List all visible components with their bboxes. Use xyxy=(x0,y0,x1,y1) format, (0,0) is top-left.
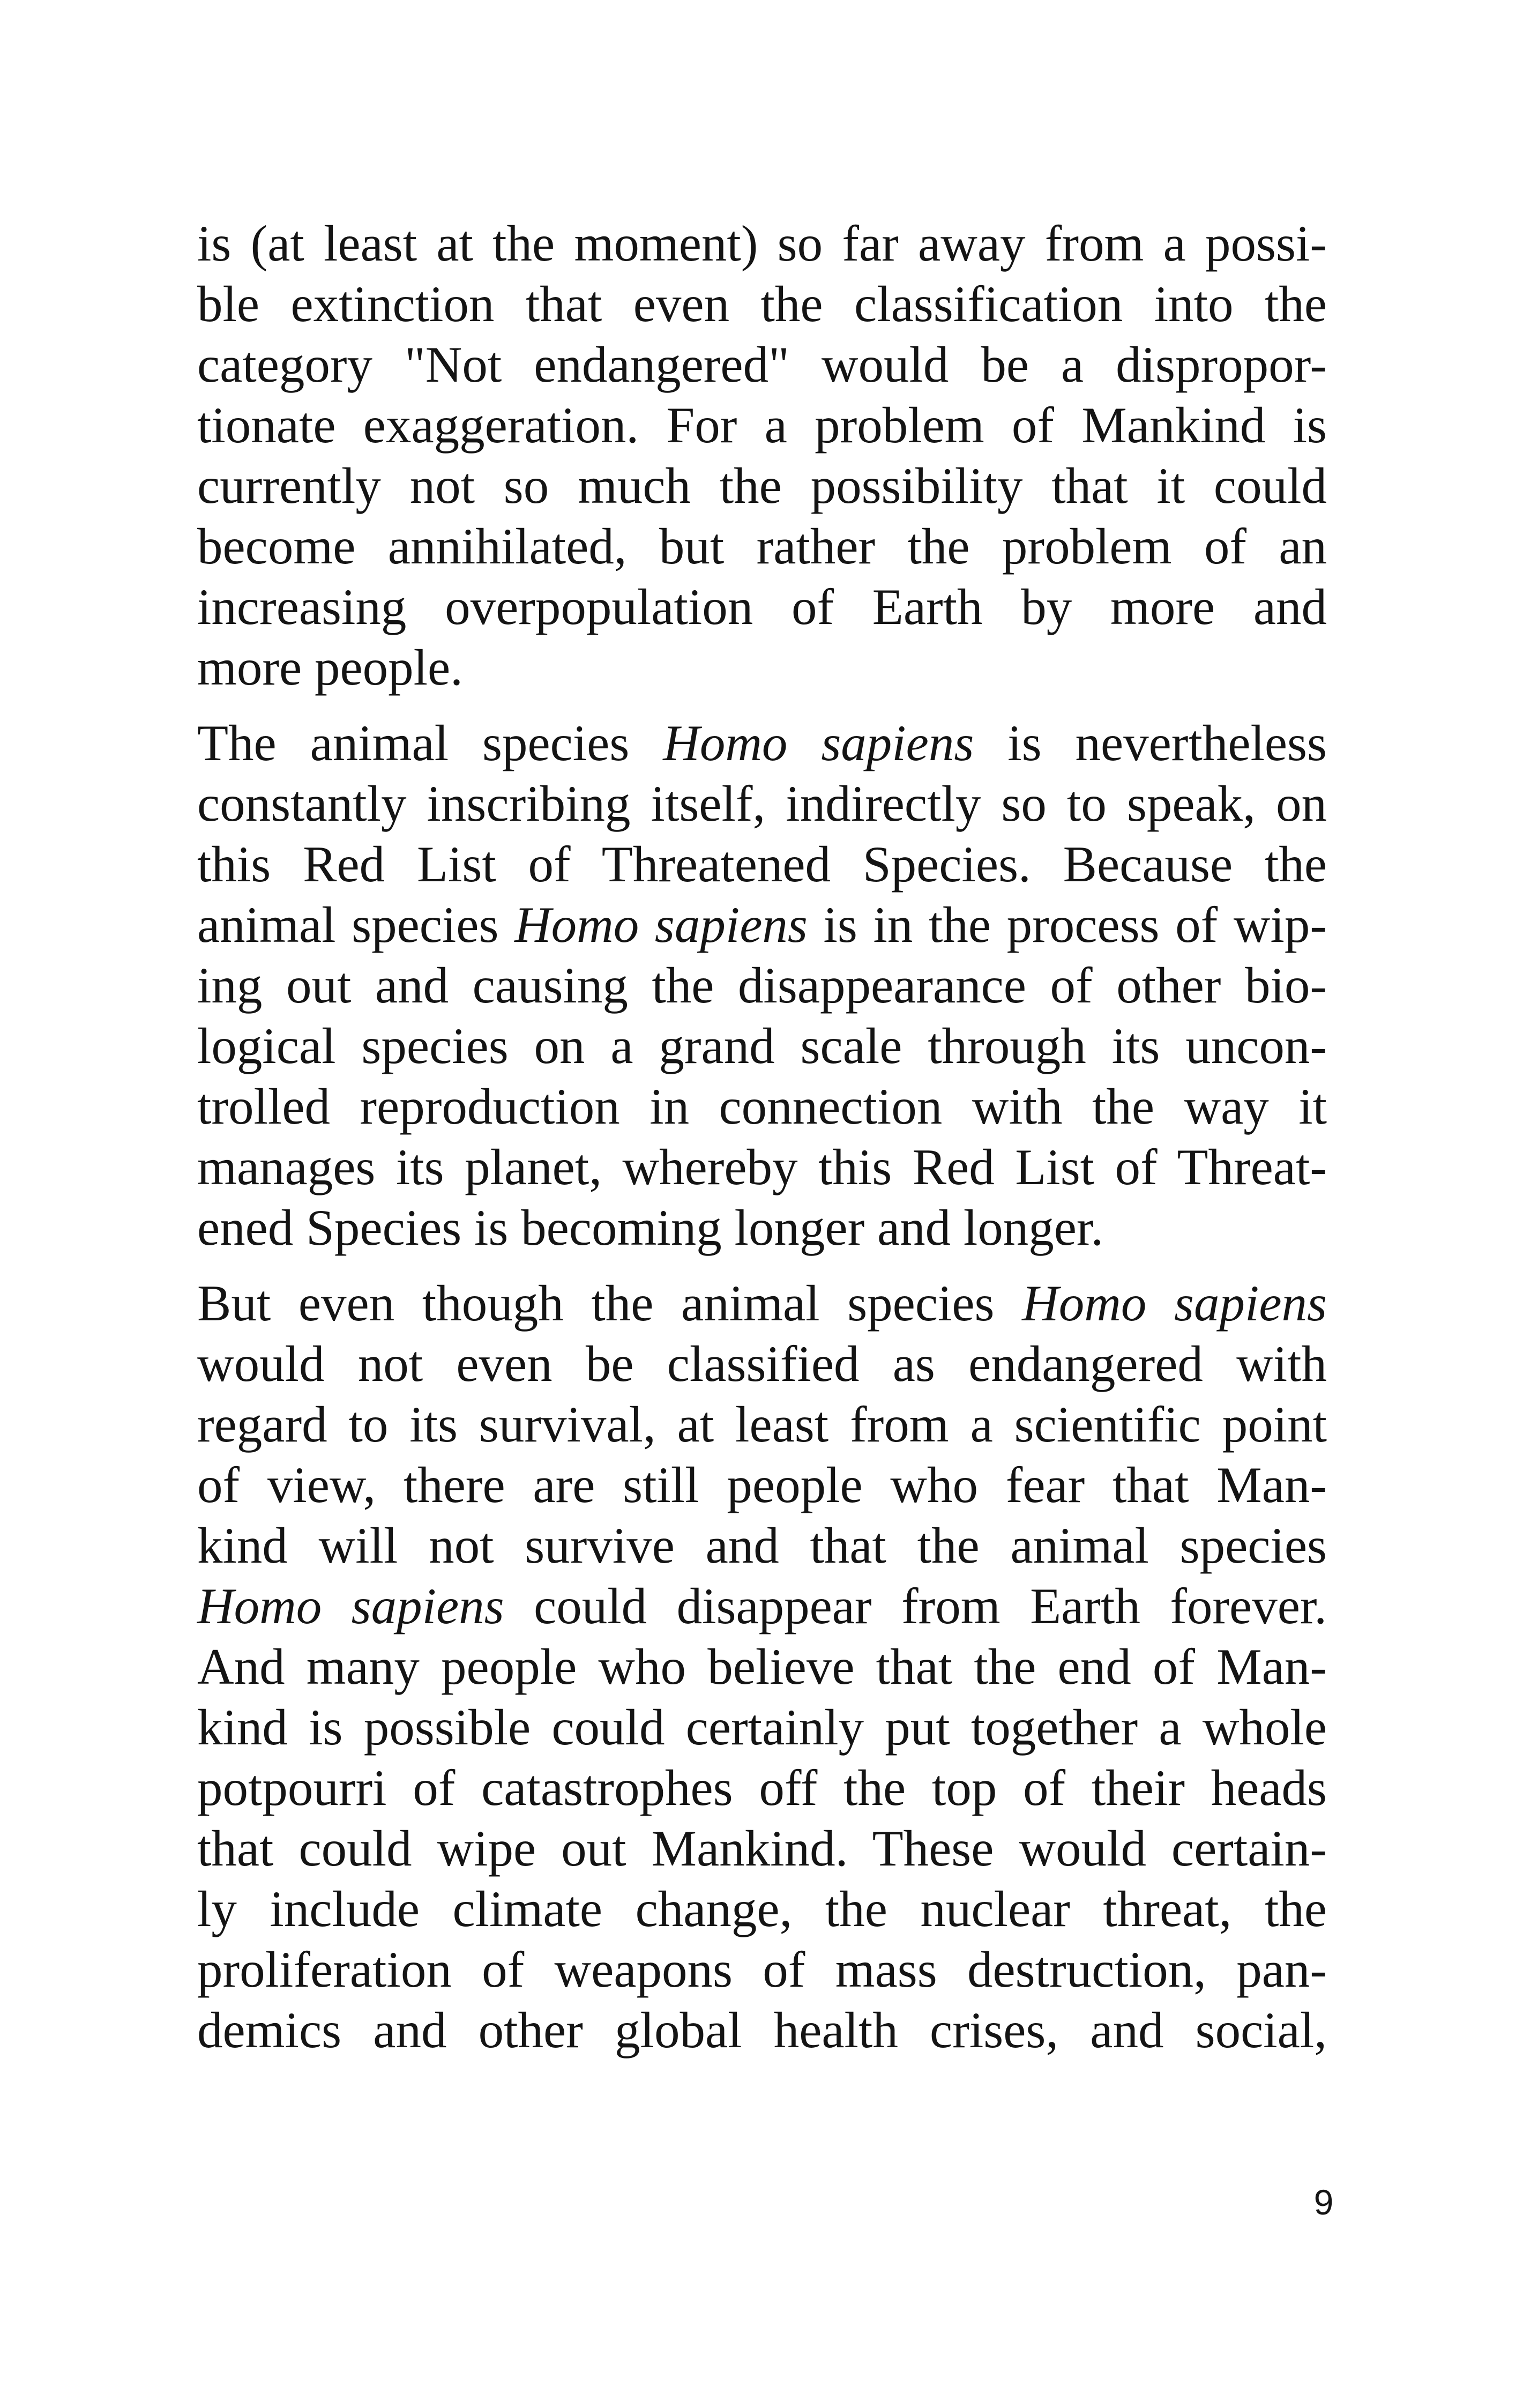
text-run: could disappear from Earth forever. xyxy=(504,1578,1327,1634)
text-line xyxy=(197,774,1327,834)
text-run: category "Not endangered" would be a dispropor- xyxy=(197,336,1327,393)
text-line xyxy=(197,395,1327,456)
text-line xyxy=(197,1758,1327,1818)
text-line xyxy=(197,1455,1327,1515)
text-line xyxy=(197,1198,1327,1258)
text-line xyxy=(197,1137,1327,1198)
paragraph-spacing xyxy=(197,698,1327,713)
text-line xyxy=(197,637,1327,698)
text-run: logical species on a grand scale through its uncon- xyxy=(197,1017,1327,1074)
text-run: more people. xyxy=(197,639,463,696)
text-line xyxy=(197,1394,1327,1455)
text-line xyxy=(197,1076,1327,1137)
text-run: is in the process of wip- xyxy=(807,896,1327,953)
text-run: potpourri of catastrophes off the top of their heads xyxy=(197,1759,1327,1816)
text-run: ened Species is becoming longer and longer. xyxy=(197,1199,1104,1256)
text-line xyxy=(197,1697,1327,1758)
text-line xyxy=(197,955,1327,1016)
italic-text: Homo sapiens xyxy=(197,1578,504,1634)
text-run: trolled reproduction in connection with the way it xyxy=(197,1078,1327,1135)
text-run: ble extinction that even the classification into the xyxy=(197,276,1327,332)
paragraph xyxy=(197,1273,1327,2061)
text-line xyxy=(197,895,1327,955)
text-line xyxy=(197,1515,1327,1576)
text-run: currently not so much the possibility that it could xyxy=(197,457,1327,514)
text-line xyxy=(197,1879,1327,1939)
paragraph xyxy=(197,213,1327,698)
text-run: animal species xyxy=(197,896,515,953)
text-run: constantly inscribing itself, indirectly so to speak, on xyxy=(197,775,1327,832)
page-number: 9 xyxy=(1313,2182,1334,2222)
text-run: of view, there are still people who fear that Man- xyxy=(197,1456,1327,1513)
text-line xyxy=(197,1818,1327,1879)
text-line xyxy=(197,2000,1327,2061)
text-line xyxy=(197,713,1327,774)
text-run: that could wipe out Mankind. These would certain- xyxy=(197,1820,1327,1877)
text-line xyxy=(197,456,1327,516)
text-line xyxy=(197,1273,1327,1334)
text-line xyxy=(197,1576,1327,1637)
text-line xyxy=(197,834,1327,895)
text-line xyxy=(197,213,1327,274)
text-run: ly include climate change, the nuclear threat, the xyxy=(197,1881,1327,1937)
text-run: kind is possible could certainly put together a whole xyxy=(197,1699,1327,1756)
italic-text: Homo sapiens xyxy=(663,715,974,771)
text-run: But even though the animal species xyxy=(197,1275,1022,1332)
body-text xyxy=(197,213,1327,2061)
text-run: tionate exaggeration. For a problem of Mankind is xyxy=(197,397,1327,454)
text-run: ing out and causing the disappearance of other bio- xyxy=(197,957,1327,1014)
paragraph-spacing xyxy=(197,1258,1327,1273)
text-line xyxy=(197,335,1327,395)
italic-text: Homo sapiens xyxy=(514,896,808,953)
text-run: kind will not survive and that the animal species xyxy=(197,1517,1327,1574)
text-line xyxy=(197,1016,1327,1076)
text-run: demics and other global health crises, and social, xyxy=(197,2002,1327,2058)
text-run: is nevertheless xyxy=(974,715,1327,771)
text-line xyxy=(197,577,1327,637)
paragraph xyxy=(197,713,1327,1258)
text-run: become annihilated, but rather the problem of an xyxy=(197,518,1327,575)
text-line xyxy=(197,1637,1327,1697)
text-line xyxy=(197,516,1327,577)
text-run: And many people who believe that the end of Man- xyxy=(197,1638,1327,1695)
text-run: The animal species xyxy=(197,715,663,771)
text-line xyxy=(197,1939,1327,2000)
text-run: would not even be classified as endangered with xyxy=(197,1335,1327,1392)
text-line xyxy=(197,274,1327,335)
text-run: regard to its survival, at least from a scientific point xyxy=(197,1396,1327,1453)
text-run: this Red List of Threatened Species. Because the xyxy=(197,836,1327,893)
text-run: manages its planet, whereby this Red List of Threat- xyxy=(197,1139,1327,1195)
italic-text: Homo sapiens xyxy=(1022,1275,1327,1332)
text-line xyxy=(197,1334,1327,1394)
text-run: increasing overpopulation of Earth by more and xyxy=(197,578,1327,635)
text-run: proliferation of weapons of mass destruction, pan- xyxy=(197,1941,1327,1998)
text-run: is (at least at the moment) so far away from a possi- xyxy=(197,215,1327,272)
